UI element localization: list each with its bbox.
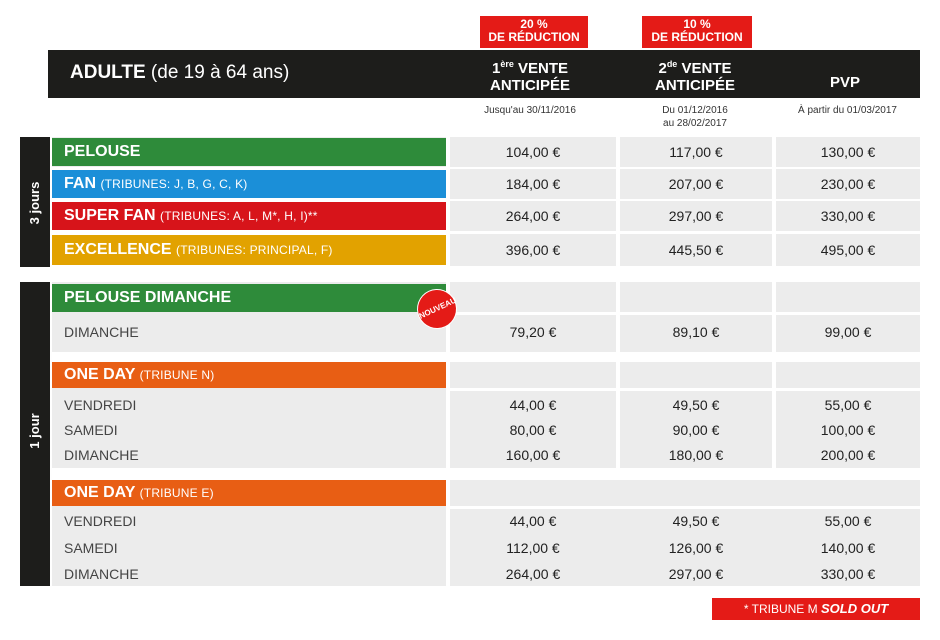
price-cell: 44,00 € bbox=[509, 397, 557, 413]
date-col-3: À partir du 01/03/2017 bbox=[798, 105, 897, 116]
price-cell: 99,00 € bbox=[824, 324, 872, 340]
price-cell: 90,00 € bbox=[672, 422, 720, 438]
category-name: ONE DAY bbox=[64, 366, 136, 383]
price-cell: 49,50 € bbox=[672, 397, 720, 413]
date-col-2-to: au 28/02/2017 bbox=[663, 118, 727, 129]
discount-1-label: DE RÉDUCTION bbox=[488, 30, 580, 44]
day-label: SAMEDI bbox=[64, 422, 118, 438]
col1-line2: ANTICIPÉE bbox=[489, 77, 570, 94]
header-title-bold: ADULTE bbox=[70, 62, 146, 83]
category-pelouse bbox=[52, 138, 446, 166]
sold-out-note-text: * TRIBUNE M bbox=[743, 602, 818, 616]
side-label-1-day: 1 jour bbox=[27, 413, 42, 449]
price-cell: 79,20 € bbox=[509, 324, 557, 340]
price-cell: 117,00 € bbox=[620, 137, 772, 167]
price-cell: 207,00 € bbox=[620, 169, 772, 199]
category-name: SUPER FAN bbox=[64, 207, 156, 224]
discount-tag-1 bbox=[480, 16, 588, 48]
price-cell: 297,00 € bbox=[620, 201, 772, 231]
category-tribunes: (TRIBUNE E) bbox=[139, 486, 214, 500]
price-cell: 200,00 € bbox=[820, 447, 876, 463]
discount-2-label: DE RÉDUCTION bbox=[651, 30, 743, 44]
price-cell: 126,00 € bbox=[668, 540, 724, 556]
category-fan bbox=[52, 170, 446, 198]
price-cell: 112,00 € bbox=[506, 540, 560, 556]
category-super-fan bbox=[52, 202, 446, 230]
price-cell: 264,00 € bbox=[505, 566, 561, 582]
date-col-1: Jusqu'au 30/11/2016 bbox=[484, 105, 576, 116]
col1-rest: VENTE bbox=[518, 60, 569, 77]
sold-out-label: SOLD OUT bbox=[820, 601, 889, 616]
category-one-day-n bbox=[52, 362, 446, 388]
col-divider bbox=[616, 480, 620, 506]
header-col-1 bbox=[460, 56, 600, 94]
date-col-2-from: Du 01/12/2016 bbox=[662, 105, 728, 116]
price-cell: 55,00 € bbox=[824, 513, 872, 529]
col2-line2: ANTICIPÉE bbox=[654, 77, 735, 94]
price-cell: 264,00 € bbox=[450, 201, 616, 231]
category-pelouse-dimanche bbox=[52, 284, 446, 312]
col1-num: 1 bbox=[491, 60, 501, 77]
header-title bbox=[70, 62, 289, 86]
col1-sup: ère bbox=[500, 59, 514, 69]
date-col-2 bbox=[625, 104, 765, 130]
side-label-3-days: 3 jours bbox=[27, 181, 42, 225]
discount-tag-2 bbox=[642, 16, 752, 48]
price-cell: 230,00 € bbox=[776, 169, 920, 199]
price-cell: 330,00 € bbox=[820, 566, 876, 582]
price-cell: 160,00 € bbox=[505, 447, 561, 463]
category-tribunes: (TRIBUNES: PRINCIPAL, F) bbox=[176, 243, 333, 257]
price-cell: 140,00 € bbox=[820, 540, 876, 556]
price-cell: 297,00 € bbox=[668, 566, 724, 582]
category-tribunes: (TRIBUNE N) bbox=[139, 368, 215, 382]
row-divider bbox=[450, 388, 920, 391]
price-cell: 180,00 € bbox=[668, 447, 724, 463]
day-label: SAMEDI bbox=[64, 540, 118, 556]
category-name: EXCELLENCE bbox=[64, 241, 172, 258]
header-title-rest: (de 19 à 64 ans) bbox=[150, 62, 290, 83]
category-name: PELOUSE bbox=[64, 143, 141, 160]
col2-rest: VENTE bbox=[681, 60, 732, 77]
price-cell: 89,10 € bbox=[672, 324, 720, 340]
price-cell: 130,00 € bbox=[776, 137, 920, 167]
price-cell: 55,00 € bbox=[824, 397, 872, 413]
price-cell: 49,50 € bbox=[672, 513, 720, 529]
day-label: VENDREDI bbox=[64, 397, 137, 413]
category-name: FAN bbox=[64, 175, 96, 192]
nouveau-badge: NOUVEAU bbox=[412, 284, 462, 334]
category-name: ONE DAY bbox=[64, 484, 136, 501]
price-cell: 495,00 € bbox=[776, 234, 920, 266]
col2-sup: de bbox=[666, 59, 678, 69]
day-label: VENDREDI bbox=[64, 513, 137, 529]
price-cell: 184,00 € bbox=[450, 169, 616, 199]
price-cell: 445,50 € bbox=[620, 234, 772, 266]
price-cell: 330,00 € bbox=[776, 201, 920, 231]
day-label: DIMANCHE bbox=[64, 447, 139, 463]
header-col-2 bbox=[625, 56, 765, 94]
price-cell: 80,00 € bbox=[509, 422, 557, 438]
header-col-3: PVP bbox=[829, 74, 860, 91]
category-name: PELOUSE DIMANCHE bbox=[64, 289, 232, 306]
col2-num: 2 bbox=[658, 60, 667, 77]
row-divider bbox=[450, 506, 920, 509]
discount-2-percent: 10 % bbox=[683, 17, 711, 31]
category-tribunes: (TRIBUNES: A, L, M*, H, I)** bbox=[160, 209, 318, 223]
category-tribunes: (TRIBUNES: J, B, G, C, K) bbox=[100, 177, 248, 191]
price-cell: 396,00 € bbox=[450, 234, 616, 266]
price-cell: 104,00 € bbox=[450, 137, 616, 167]
discount-1-percent: 20 % bbox=[520, 17, 548, 31]
day-label: DIMANCHE bbox=[64, 324, 139, 340]
sold-out-note bbox=[712, 598, 920, 620]
category-one-day-e bbox=[52, 480, 446, 506]
row-divider bbox=[450, 312, 920, 315]
price-cell: 100,00 € bbox=[820, 422, 876, 438]
category-excellence bbox=[52, 235, 446, 265]
day-label: DIMANCHE bbox=[64, 566, 139, 582]
price-cell: 44,00 € bbox=[509, 513, 557, 529]
